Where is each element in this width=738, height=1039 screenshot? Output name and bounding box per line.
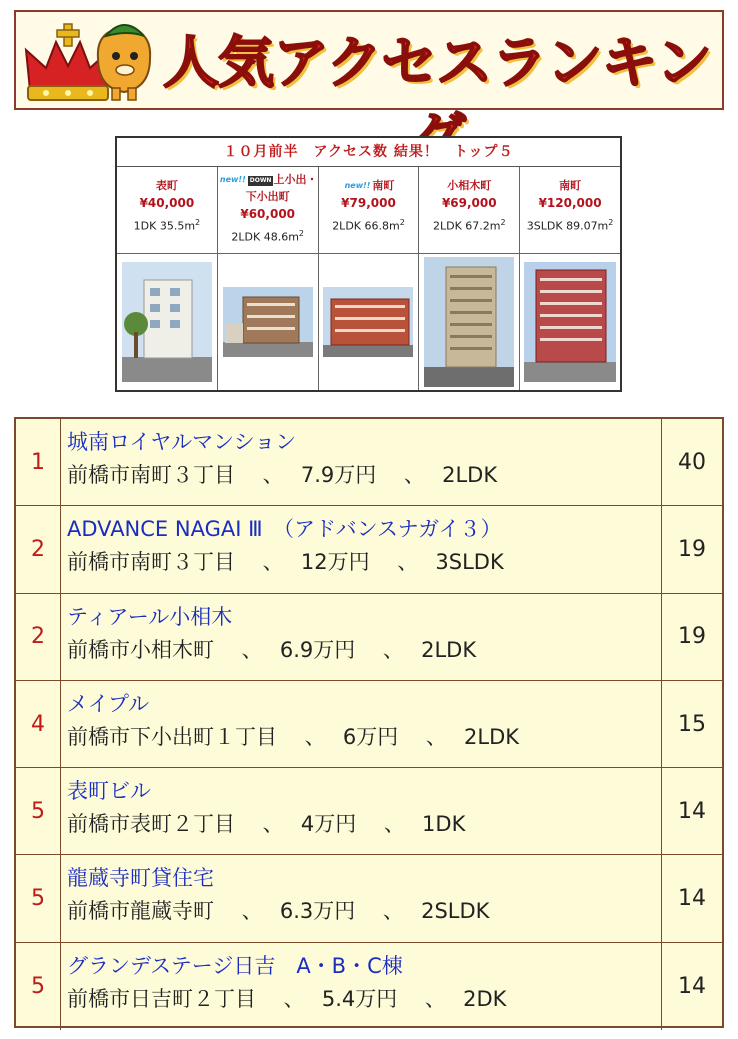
access-count: 40 — [678, 449, 706, 475]
table-row — [16, 594, 722, 681]
top5-item[interactable]: 表町 ¥40,000 1DK $35.5m^2$ — [117, 167, 218, 390]
property-detail: 前橋市龍蔵寺町 、 6.3万円 、 2SLDK — [67, 899, 490, 924]
rank-number: 5 — [16, 943, 61, 1030]
top5-price: ¥69,000 — [441, 196, 497, 210]
table-row — [16, 506, 722, 593]
banner-title: 人気アクセスランキン — [163, 31, 711, 96]
top5-name[interactable]: 小相木町 — [447, 179, 492, 192]
access-count: 19 — [678, 624, 706, 650]
property-link[interactable]: 城南ロイヤルマンション — [67, 430, 297, 454]
rank-number: 2 — [16, 506, 61, 592]
top5-name[interactable]: 南町 — [559, 179, 582, 192]
top5-item[interactable]: new!! 南町 ¥79,000 2LDK $66.8m^2$ — [319, 167, 420, 390]
top5-price: ¥120,000 — [538, 196, 602, 210]
table-row — [16, 681, 722, 768]
down-badge-icon: DOWN — [249, 177, 272, 184]
top5-price: ¥79,000 — [341, 196, 396, 210]
property-photo[interactable] — [117, 254, 217, 390]
top5-item[interactable]: 小相木町 ¥69,000 2LDK $67.2m^2$ — [419, 167, 520, 390]
property-detail: 前橋市南町３丁目 、 7.9万円 、 2LDK — [67, 463, 498, 487]
property-link[interactable]: 龍蔵寺町貸住宅 — [67, 866, 214, 891]
top5-name[interactable]: 表町 — [155, 179, 178, 192]
top5-name[interactable]: 南町 — [372, 179, 395, 192]
rank-number: 5 — [16, 855, 61, 941]
access-count: 14 — [678, 886, 706, 912]
top5-spec: 3SLDK 89.07m — [526, 219, 609, 233]
access-count: 14 — [678, 973, 706, 999]
top5-spec: 1DK 35.5m — [133, 219, 196, 233]
property-link[interactable]: グランデステージ日吉 A・B・C棟 — [67, 953, 403, 978]
property-link[interactable]: ティアール小相木 — [67, 604, 233, 629]
property-photo[interactable] — [218, 254, 318, 390]
property-detail: 前橋市日吉町２丁目 、 5.4万円 、 2DK — [67, 986, 507, 1011]
property-detail: 前橋市小相木町 、 6.9万円 、 2LDK — [67, 637, 477, 662]
top5-spec: 2LDK 48.6m — [231, 230, 299, 244]
access-count: 19 — [678, 536, 706, 562]
property-detail: 前橋市表町２丁目 、 4万円 、 1DK — [67, 812, 466, 837]
access-count: 15 — [678, 711, 706, 737]
top5-item[interactable]: 南町 ¥120,000 3SLDK $89.07m^2$ — [520, 167, 620, 390]
property-detail: 前橋市下小出町１丁目 、 6万円 、 2LDK — [67, 724, 520, 749]
table-row — [16, 419, 722, 506]
property-detail: 前橋市南町３丁目 、 12万円 、 3SLDK — [67, 550, 504, 575]
rank-number: 1 — [16, 419, 61, 505]
table-row — [16, 943, 722, 1030]
access-count: 14 — [678, 798, 706, 824]
top5-price: ¥60,000 — [240, 207, 296, 221]
top5-spec: 2LDK 66.8m — [332, 219, 400, 233]
rank-number: 2 — [16, 594, 61, 680]
top5-price: ¥40,000 — [139, 196, 195, 210]
top5-item[interactable]: new!! DOWN 上小出・下小出町 ¥60,000 2LDK $48.6m^2$ — [218, 167, 319, 390]
new-badge-icon: new!! — [344, 181, 371, 190]
property-link[interactable]: 表町ビル — [67, 779, 151, 804]
property-photo[interactable] — [419, 254, 519, 390]
ranking-table — [14, 417, 724, 1028]
table-row — [16, 768, 722, 855]
top5-name[interactable]: 上小出・下小出町 — [245, 173, 318, 203]
property-link[interactable]: ADVANCE NAGAI Ⅲ （アドバンスナガイ３） — [67, 517, 502, 542]
property-photo[interactable] — [319, 254, 419, 390]
ranking-banner — [14, 10, 724, 110]
rank-number: 4 — [16, 681, 61, 767]
top5-spec: 2LDK 67.2m — [432, 219, 501, 233]
top5-card — [115, 136, 622, 392]
top5-heading: １０月前半 アクセス数 結果！ トップ５ — [117, 138, 620, 167]
table-row — [16, 855, 722, 942]
property-photo[interactable] — [520, 254, 620, 390]
rank-number: 5 — [16, 768, 61, 854]
new-badge-icon: new!! — [219, 175, 246, 184]
property-link[interactable]: メイプル — [67, 691, 150, 716]
